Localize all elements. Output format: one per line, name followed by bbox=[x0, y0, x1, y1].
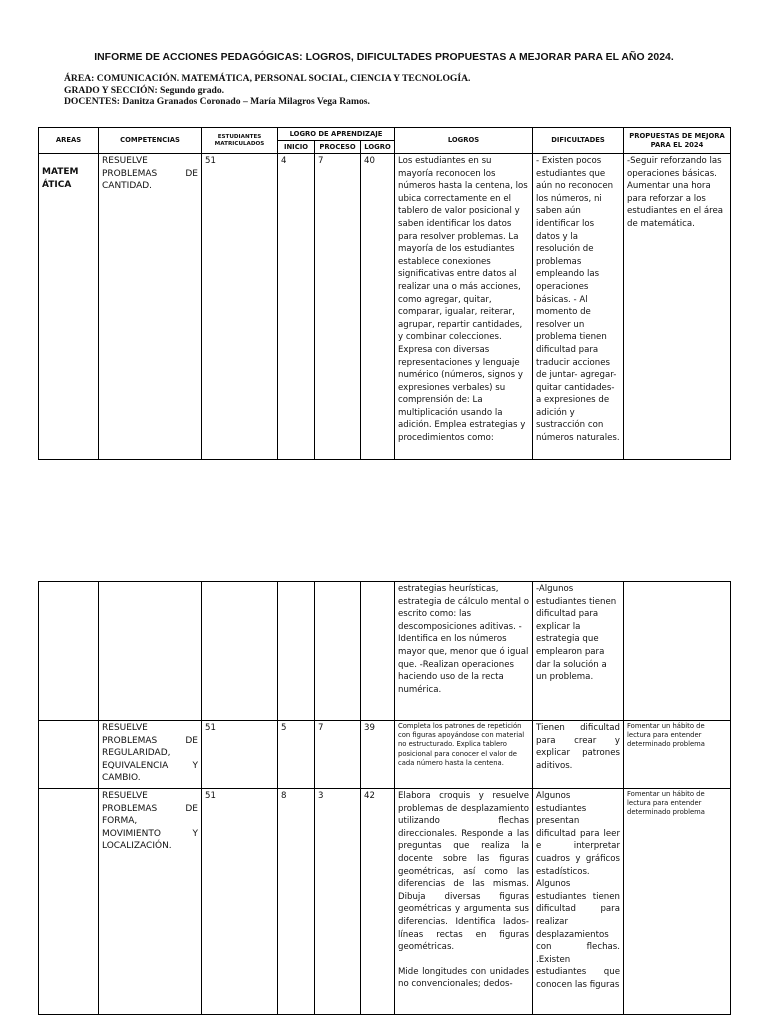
inicio-cell: 8 bbox=[278, 789, 315, 1015]
header-propuestas: PROPUESTAS DE MEJORA PARA EL 2024 bbox=[624, 128, 731, 154]
proceso-cell: 7 bbox=[315, 721, 361, 789]
header-estudiantes: ESTUDIANTES MATRICULADOS bbox=[202, 128, 278, 154]
matriculados-cell: 51 bbox=[202, 789, 278, 1015]
area-label: ÁREA: bbox=[64, 73, 95, 84]
propuestas-cell-empty bbox=[624, 582, 731, 721]
inicio-cell: 4 bbox=[278, 154, 315, 460]
logros-cell: Completa los patrones de repetición con figuras apoyándose con material no estructurado. Explica tablero posicional para conocer el valor de cada número hasta la centena. bbox=[395, 721, 533, 789]
propuestas-cell: Fomentar un hábito de lectura para entender determinado problema bbox=[624, 721, 731, 789]
inicio-cell: 5 bbox=[278, 721, 315, 789]
grade-label: GRADO Y SECCIÓN: bbox=[64, 84, 158, 96]
header-logro: LOGRO bbox=[361, 141, 395, 154]
table-row bbox=[39, 582, 731, 721]
grade-line bbox=[64, 85, 470, 97]
dificultades-cell: -Algunos estudiantes tienen dificultad para explicar la estrategia que emplearon para dar la solución a un problema. bbox=[533, 582, 624, 721]
proceso-cell: 7 bbox=[315, 154, 361, 460]
dificultades-cell: - Existen pocos estudiantes que aún no reconocen los números, ni saben aún identificar los datos y la resolución de problemas empleando las operaciones básicas. - Al momento de resolver un problema tienen dificultad para traducir acciones de juntar- agregar- quitar cantidades- a expresiones de adición y sustracción con números naturales. bbox=[533, 154, 624, 460]
competencia-cell: RESUELVE PROBLEMAS DE REGULARIDAD, EQUIVALENCIA Y CAMBIO. bbox=[99, 721, 202, 789]
dificultades-cell: Tienen dificultad para crear y explicar patrones aditivos. bbox=[533, 721, 624, 789]
header-logros: LOGROS bbox=[395, 128, 533, 154]
matriculados-cell-empty bbox=[202, 582, 278, 721]
dificultades-cell: Algunos estudiantes presentan dificultad para leer e interpretar cuadros y gráficos estadísticos. Algunos estudiantes tienen dificultad para realizar desplazamientos con flechas. .Existen estudiantes que conocen las figuras bbox=[533, 789, 624, 1015]
header-logro-aprendizaje: LOGRO DE APRENDIZAJE bbox=[278, 128, 395, 141]
area-cell-empty bbox=[39, 789, 99, 1015]
logro-cell: 39 bbox=[361, 721, 395, 789]
logros-text-continued: Mide longitudes con unidades no convencionales; dedos- bbox=[398, 966, 529, 990]
propuestas-cell: Fomentar un hábito de lectura para entender determinado problema bbox=[624, 789, 731, 1015]
logros-cell: Los estudiantes en su mayoría reconocen los números hasta la centena, los ubica correctamente en el tablero de valor posicional y saben identificar los datos para resolver problemas. La mayoría de los estudiantes establece conexiones significativas entre datos al realizar una o más acciones, como agregar, quitar, comparar, igualar, reiterar, agrupar, repartir cantidades, y combinar colecciones. Expresa con diversas representaciones y lenguaje numérico (números, signos y expresiones verbales) su comprensión de: La multiplicación usando la adición. Emplea estrategias y procedimientos como: bbox=[395, 154, 533, 460]
area-line bbox=[64, 73, 470, 85]
propuestas-cell: -Seguir reforzando las operaciones básicas. Aumentar una hora para reforzar a los estudiantes en el área de matemática. bbox=[624, 154, 731, 460]
report-meta bbox=[64, 73, 470, 108]
report-title: INFORME DE ACCIONES PEDAGÓGICAS: LOGROS, DIFICULTADES PROPUESTAS A MEJORAR PARA EL AÑO 2024. bbox=[94, 52, 674, 63]
proceso-cell: 3 bbox=[315, 789, 361, 1015]
achievements-table-page-2 bbox=[38, 581, 731, 1015]
competencia-cell-empty bbox=[99, 582, 202, 721]
table-row bbox=[39, 789, 731, 1015]
logro-cell-empty bbox=[361, 582, 395, 721]
competencia-cell: RESUELVE PROBLEMAS DE CANTIDAD. bbox=[99, 154, 202, 460]
table-row bbox=[39, 721, 731, 789]
logros-cell bbox=[395, 789, 533, 1015]
grade-value: Segundo grado. bbox=[160, 84, 225, 96]
logro-cell: 42 bbox=[361, 789, 395, 1015]
header-competencias: COMPETENCIAS bbox=[99, 128, 202, 154]
header-proceso: PROCESO bbox=[315, 141, 361, 154]
table-row bbox=[39, 154, 731, 460]
logros-cell: estrategias heurísticas, estrategia de cálculo mental o escrito como: las descomposiciones aditivas. -Identifica en los números mayor que, menor que ó igual que. -Realizan operaciones haciendo uso de la recta numérica. bbox=[395, 582, 533, 721]
area-value: COMUNICACIÓN. MATEMÁTICA, PERSONAL SOCIAL, CIENCIA Y TECNOLOGÍA. bbox=[96, 73, 471, 84]
header-inicio: INICIO bbox=[278, 141, 315, 154]
logros-text: Elabora croquis y resuelve problemas de desplazamiento utilizando flechas direccionales. Responde a las preguntas que realiza la docente sobre las figuras geométricas, así como las diferencias de las mismas. Dibuja diversas figuras geométricas y argumenta sus diferencias. Identifica lados- líneas rectas en figuras geométricas. bbox=[398, 791, 529, 953]
header-areas: AREAS bbox=[39, 128, 99, 154]
teachers-value: Danitza Granados Coronado – María Milagros Vega Ramos. bbox=[122, 96, 370, 107]
competencia-cell: RESUELVE PROBLEMAS DE FORMA, MOVIMIENTO Y LOCALIZACIÓN. bbox=[99, 789, 202, 1015]
area-cell-empty bbox=[39, 721, 99, 789]
inicio-cell-empty bbox=[278, 582, 315, 721]
proceso-cell-empty bbox=[315, 582, 361, 721]
matriculados-cell: 51 bbox=[202, 154, 278, 460]
area-cell: MATEM ÁTICA bbox=[39, 154, 99, 460]
teachers-label: DOCENTES: bbox=[64, 96, 120, 107]
achievements-table-page-1 bbox=[38, 127, 731, 460]
matriculados-cell: 51 bbox=[202, 721, 278, 789]
area-cell-empty bbox=[39, 582, 99, 721]
header-dificultades: DIFICULTADES bbox=[533, 128, 624, 154]
teachers-line bbox=[64, 96, 470, 108]
logro-cell: 40 bbox=[361, 154, 395, 460]
